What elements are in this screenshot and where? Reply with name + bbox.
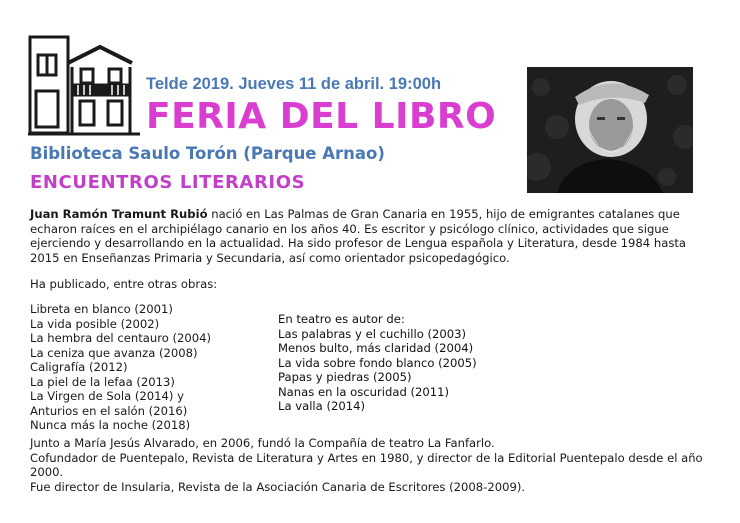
author-bio — [30, 207, 698, 265]
list-item: Nunca más la noche (2018) — [30, 418, 191, 432]
series-title: ENCUENTROS LITERARIOS — [30, 172, 306, 193]
theatre-list — [278, 327, 477, 414]
list-item: La piel de la lefaa (2013) — [30, 374, 175, 389]
works-list — [30, 302, 211, 433]
list-item: La vida posible (2002) — [30, 316, 160, 331]
list-item: Menos bulto, más claridad (2004) — [278, 341, 474, 355]
theatre-section — [278, 312, 477, 414]
list-item: Las palabras y el cuchillo (2003) — [278, 326, 467, 341]
list-item: Caligrafía (2012) — [30, 360, 128, 374]
footer-notes — [30, 436, 710, 494]
list-item: La valla (2014) — [278, 399, 365, 413]
fair-title: FERIA DEL LIBRO — [146, 96, 497, 137]
list-item: La vida sobre fondo blanco (2005) — [278, 355, 477, 370]
list-item: Libreta en blanco (2001) — [30, 302, 173, 316]
footer-line: Cofundador de Puentepalo, Revista de Literatura y Artes en 1980, y director de la Editorial Puentepalo desde el año 2000. — [30, 450, 703, 479]
library-building-logo — [28, 33, 140, 136]
bio-text: nació en Las Palmas de Gran Canaria en 1955, hijo de emigrantes catalanes que echaron raíces en el archipiélago canario en los años 40. Es escritor y psicólogo clínico, actividades que sigue ejerciendo y desarrollando en la actualidad. Ha sido profesor de Lengua española y Literatura, desde 1984 hasta 2015 en Enseñanzas Primaria y Secundaria, así como orientador psicopedagógico. — [30, 207, 687, 265]
list-item: Papas y piedras (2005) — [278, 370, 412, 384]
list-item: Nanas en la oscuridad (2011) — [278, 384, 450, 399]
theatre-heading: En teatro es autor de: — [278, 312, 405, 326]
published-heading: Ha publicado, entre otras obras: — [30, 277, 218, 291]
event-date-line: Telde 2019. Jueves 11 de abril. 19:00h — [146, 75, 442, 93]
list-item: La Virgen de Sola (2014) y — [30, 389, 184, 403]
list-item: Anturios en el salón (2016) — [30, 403, 188, 418]
author-name: Juan Ramón Tramunt Rubió — [30, 207, 208, 221]
footer-line: Fue director de Insularia, Revista de la Asociación Canaria de Escritores (2008-2009). — [30, 479, 526, 494]
author-photo — [527, 67, 693, 193]
footer-line: Junto a María Jesús Alvarado, en 2006, fundó la Compañía de teatro La Fanfarlo. — [30, 436, 495, 450]
list-item: La ceniza que avanza (2008) — [30, 345, 198, 360]
library-name: Biblioteca Saulo Torón (Parque Arnao) — [30, 144, 385, 163]
list-item: La hembra del centauro (2004) — [30, 331, 212, 345]
